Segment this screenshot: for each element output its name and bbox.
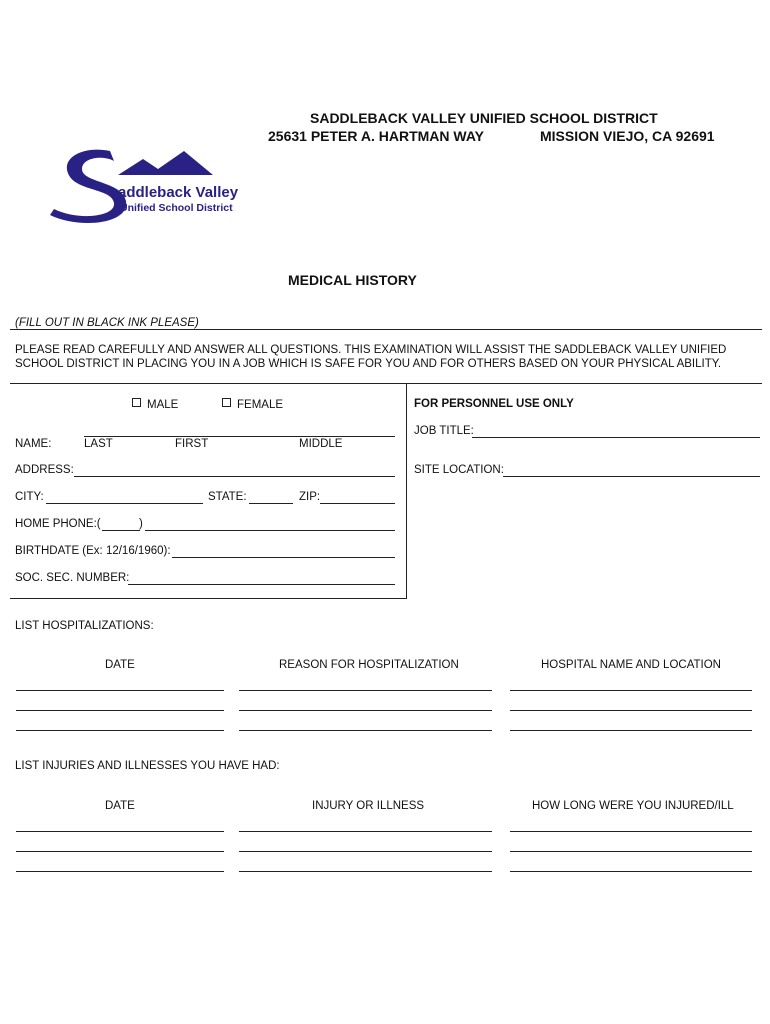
hosp-date-field-1[interactable] <box>16 690 224 691</box>
gender-female-option[interactable] <box>222 398 283 411</box>
hosp-col-hospital: HOSPITAL NAME AND LOCATION <box>541 659 721 671</box>
box-top-border <box>10 383 762 384</box>
inj-col-date: DATE <box>105 800 135 812</box>
inj-injury-field-2[interactable] <box>239 851 492 852</box>
district-street: 25631 PETER A. HARTMAN WAY <box>268 128 485 144</box>
hosp-hospital-field-2[interactable] <box>510 710 752 711</box>
hosp-date-field-3[interactable] <box>16 730 224 731</box>
district-name: SADDLEBACK VALLEY UNIFIED SCHOOL DISTRICT <box>310 110 658 126</box>
instructions-line2: SCHOOL DISTRICT IN PLACING YOU IN A JOB WHICH IS SAFE FOR YOU AND FOR OTHERS BASED ON YOUR PHYSICAL ABILITY. <box>15 358 722 370</box>
home-phone-field[interactable] <box>145 530 395 531</box>
hospitalizations-heading: LIST HOSPITALIZATIONS: <box>15 620 154 632</box>
instructions-line1: PLEASE READ CAREFULLY AND ANSWER ALL QUESTIONS. THIS EXAMINATION WILL ASSIST THE SADDLEBACK VALLEY UNIFIED <box>15 344 727 356</box>
female-checkbox[interactable] <box>222 398 231 407</box>
box-column-divider <box>406 383 407 598</box>
name-last-label: LAST <box>84 438 113 450</box>
inj-duration-field-2[interactable] <box>510 851 752 852</box>
site-location-field[interactable] <box>503 476 760 477</box>
birthdate-field[interactable] <box>172 557 395 558</box>
district-city: MISSION VIEJO, CA 92691 <box>540 128 715 144</box>
hosp-date-field-2[interactable] <box>16 710 224 711</box>
name-first-label: FIRST <box>175 438 209 450</box>
home-phone-paren: ) <box>139 518 143 530</box>
logo-text-line2: Unified School District <box>120 202 233 214</box>
area-code-field[interactable] <box>102 530 140 531</box>
inj-injury-field-3[interactable] <box>239 871 492 872</box>
male-checkbox[interactable] <box>132 398 141 407</box>
male-label: MALE <box>147 399 179 411</box>
site-location-label: SITE LOCATION: <box>414 464 504 476</box>
hosp-col-date: DATE <box>105 659 135 671</box>
address-label: ADDRESS: <box>15 464 74 476</box>
home-phone-label: HOME PHONE:( <box>15 518 101 530</box>
birthdate-label: BIRTHDATE (Ex: 12/16/1960): <box>15 545 171 557</box>
hosp-reason-field-1[interactable] <box>239 690 492 691</box>
divider-top <box>10 329 762 330</box>
inj-injury-field-1[interactable] <box>239 831 492 832</box>
hosp-col-reason: REASON FOR HOSPITALIZATION <box>279 659 459 671</box>
inj-date-field-1[interactable] <box>16 831 224 832</box>
zip-field[interactable] <box>320 503 395 504</box>
inj-date-field-2[interactable] <box>16 851 224 852</box>
inj-date-field-3[interactable] <box>16 871 224 872</box>
name-middle-label: MIDDLE <box>299 438 343 450</box>
address-field[interactable] <box>74 476 395 477</box>
district-logo <box>48 145 238 225</box>
city-label: CITY: <box>15 491 44 503</box>
mountain-s-logo-icon <box>48 145 238 225</box>
hosp-hospital-field-1[interactable] <box>510 690 752 691</box>
inj-duration-field-3[interactable] <box>510 871 752 872</box>
state-field[interactable] <box>249 503 293 504</box>
hosp-reason-field-3[interactable] <box>239 730 492 731</box>
logo-text-line1: addleback Valley <box>118 184 238 201</box>
ssn-label: SOC. SEC. NUMBER: <box>15 572 130 584</box>
personnel-heading: FOR PERSONNEL USE ONLY <box>414 398 574 410</box>
inj-col-duration: HOW LONG WERE YOU INJURED/ILL <box>532 800 734 812</box>
zip-label: ZIP: <box>299 491 321 503</box>
job-title-field[interactable] <box>472 437 760 438</box>
female-label: FEMALE <box>237 399 284 411</box>
form-title: MEDICAL HISTORY <box>288 272 417 288</box>
ink-note: (FILL OUT IN BLACK INK PLEASE) <box>15 317 199 329</box>
gender-male-option[interactable] <box>132 398 178 411</box>
state-label: STATE: <box>208 491 247 503</box>
job-title-label: JOB TITLE: <box>414 425 474 437</box>
city-field[interactable] <box>46 503 203 504</box>
inj-duration-field-1[interactable] <box>510 831 752 832</box>
hosp-reason-field-2[interactable] <box>239 710 492 711</box>
name-field[interactable] <box>84 436 395 437</box>
ssn-field[interactable] <box>128 584 395 585</box>
hosp-hospital-field-3[interactable] <box>510 730 752 731</box>
injuries-heading: LIST INJURIES AND ILLNESSES YOU HAVE HAD: <box>15 760 280 772</box>
box-bottom-border <box>10 598 407 599</box>
name-label: NAME: <box>15 438 52 450</box>
inj-col-injury: INJURY OR ILLNESS <box>312 800 425 812</box>
